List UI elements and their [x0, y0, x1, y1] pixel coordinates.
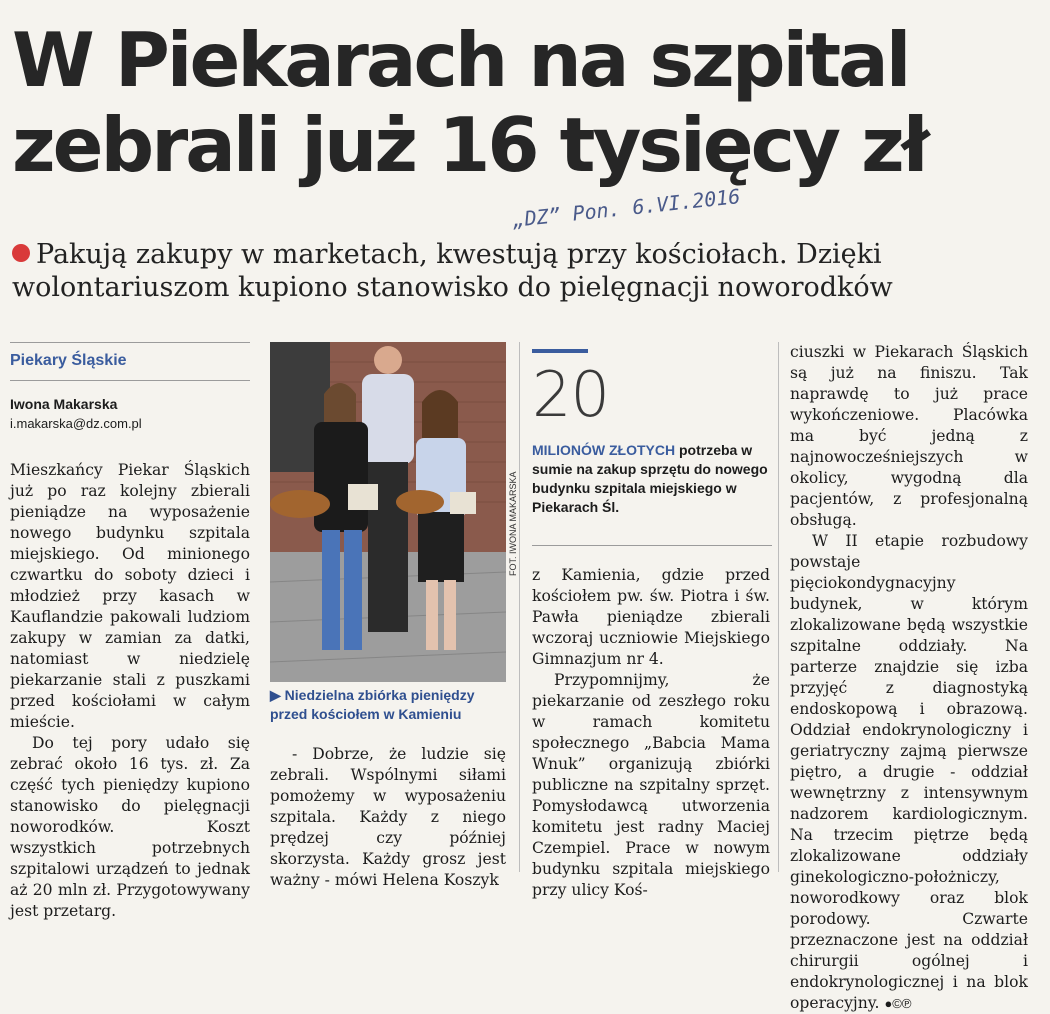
caption-text: Niedzielna zbiórka pieniędzy przed kościołem w Kamieniu	[270, 687, 475, 722]
article-column-1	[10, 460, 250, 922]
paragraph: Do tej pory udało się zebrać około 16 tys. zł. Za część tych pieniędzy kupiono stanowisko do pielęgnacji noworodków. Koszt wszystkich potrzebnych szpitalowi urządzeń to jednak aż 20 mln zł. Przygotowywany jest przetarg.	[10, 734, 250, 920]
divider	[532, 545, 772, 546]
factbox-text	[532, 441, 772, 517]
red-bullet-icon	[12, 244, 30, 262]
handwritten-date-note: „DZ” Pon. 6.VI.2016	[511, 184, 742, 232]
photo-caption	[270, 686, 506, 724]
divider	[10, 342, 250, 343]
author-email: i.makarska@dz.com.pl	[10, 416, 142, 431]
lead-text: Pakują zakupy w marketach, kwestują przy kościołach. Dzięki wolontariuszom kupiono stanowisko do pielęgnacji noworodków	[12, 239, 893, 303]
end-mark-icon: ●©℗	[884, 996, 912, 1011]
paragraph: Mieszkańcy Piekar Śląskich już po raz kolejny zbierali pieniądze na wyposażenie nowego budynku szpitala miejskiego. Od minionego czwartku do soboty dzieci i młodzież przy kasach w Kauflandzie pakowali ludziom zakupy w zamian za datki, natomiast w niedzielę piekarzanie stali z puszkami przed kościołami w całym mieście.	[10, 461, 250, 731]
paragraph: z Kamienia, gdzie przed kościołem pw. św. Piotra i św. Pawła pieniądze zbierali wczoraj uczniowie Miejskiego Gimnazjum nr 4.	[532, 566, 770, 668]
article-column-2	[270, 744, 506, 891]
location-tag: Piekary Śląskie	[10, 352, 127, 369]
photo-credit: FOT. IWONA MAKARSKA	[508, 471, 518, 576]
factbox-highlight: MILIONÓW ZŁOTYCH	[532, 442, 676, 458]
headline-line-1: W Piekarach na szpital	[12, 16, 909, 104]
article-column-4	[790, 342, 1028, 1014]
paragraph: Przypomnijmy, że piekarzanie od zeszłego roku w ramach komitetu społecznego „Babcia Mama Wnuk” organizują zbiórki publiczne na szpitalny sprzęt. Pomysłodawcą utworzenia komitetu jest radny Maciej Czempiel. Prace w nowym budynku szpitala miejskiego przy ulicy Koś-	[532, 671, 770, 899]
author-name: Iwona Makarska	[10, 396, 118, 412]
paragraph: - Dobrze, że ludzie się zebrali. Wspólnymi siłami pomożemy w wyposażeniu szpitala. Każdy z niego prędzej czy później skorzysta. Każdy grosz jest ważny - mówi Helena Koszyk	[270, 745, 506, 889]
factbox-rule	[532, 349, 588, 353]
headline-line-2: zebrali już 16 tysięcy zł	[12, 101, 927, 189]
lead-paragraph	[12, 238, 1012, 304]
caption-triangle-icon: ▶	[270, 687, 281, 703]
article-column-3	[532, 565, 770, 901]
paragraph-text: W II etapie rozbudowy powstaje pięciokondygnacyjny budynek, w którym zlokalizowane będą wszystkie szpitalne oddziały. Na parterze znajdzie się izba przyjęć z diagnostyką endoskopową i obrazową. Oddział endokrynologiczny i geriatryczny zajmą pierwsze piętro, a drugie - oddział wewnętrzny z intensywnym nadzorem kardiologicznym. Na trzecim piętrze będą zlokalizowane oddziały ginekologiczno-położniczy, noworodkowy oraz blok porodowy. Czwarte przeznaczone jest na oddział chirurgii ogólnej i endokrynologicznej i na blok operacyjny.	[790, 532, 1028, 1012]
column-divider	[778, 342, 779, 872]
column-divider	[519, 342, 520, 872]
divider	[10, 380, 250, 381]
paragraph: ciuszki w Piekarach Śląskich są już na finiszu. Tak naprawdę to już prace wykończeniowe. Placówka ma być jedną z najnowocześniejszych w okolicy, wygodną dla pacjentów, z profesjonalną obsługą.	[790, 343, 1028, 529]
article-photo	[270, 342, 506, 682]
headline	[12, 18, 1012, 188]
paragraph	[790, 531, 1028, 1014]
volunteers-photo-illustration	[270, 342, 506, 682]
factbox-body: potrzeba w sumie na zakup sprzętu do nowego budynku szpitala miejskiego w Piekarach Śl.	[532, 442, 768, 515]
factbox-number: 20	[532, 358, 609, 431]
